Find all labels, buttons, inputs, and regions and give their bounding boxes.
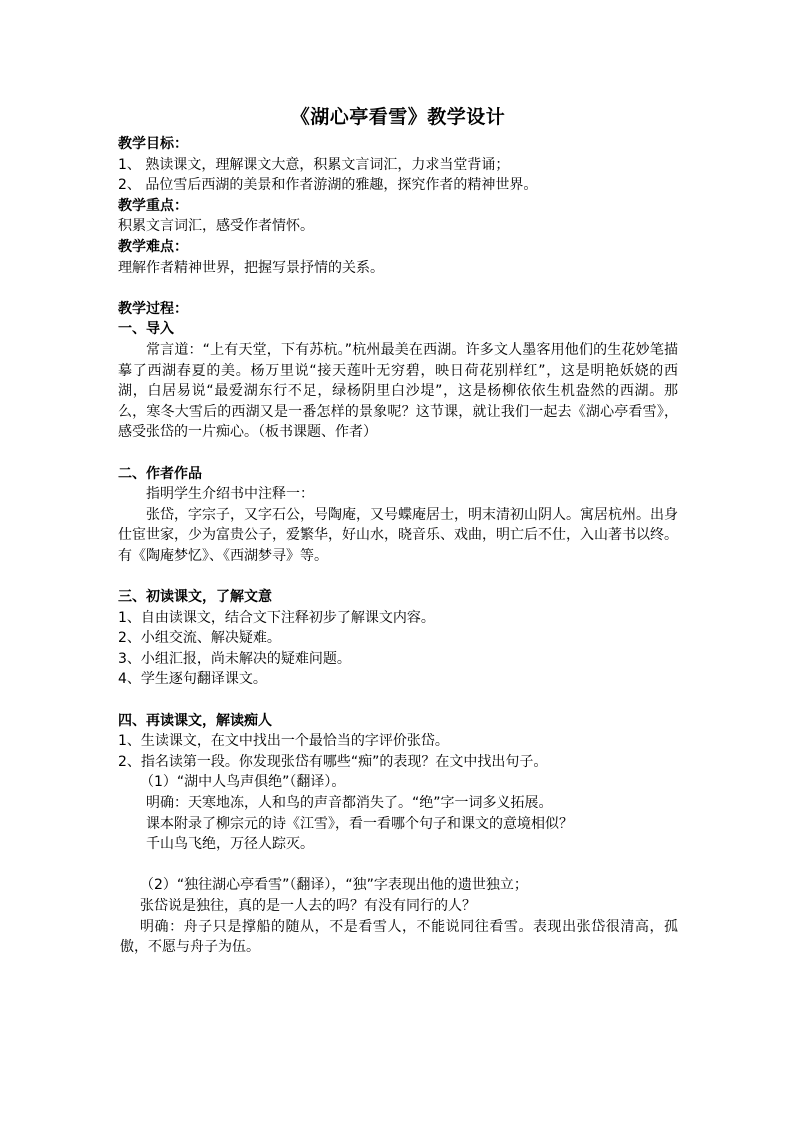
section-4-question-1: （1）“湖中人鸟声俱绝”（翻译）。 xyxy=(140,774,346,791)
section-4-heading: 四、再读课文，解读痴人 xyxy=(118,712,272,729)
section-4-item-1: 1、生读课文，在文中找出一个最恰当的字评价张岱。 xyxy=(118,733,449,750)
key-points-text: 积累文言词汇，感受作者情怀。 xyxy=(118,218,314,235)
section-4-answer-2: 明确：舟子只是撑船的随从，不是看雪人，不能说同往看雪。表现出张岱很清高，孤傲，不愿与舟子为伍。 xyxy=(120,918,678,956)
section-2-paragraph: 张岱，字宗子，又字石公，号陶庵，又号蝶庵居士，明末清初山阴人。寓居杭州。出身仕宦世家，少为富贵公子，爱繁华，好山水，晓音乐、戏曲，明亡后不仕，入山著书以终。有《陶庵梦忆》、《西湖梦寻》等。 xyxy=(118,506,678,564)
section-3-item-4: 4、学生逐句翻译课文。 xyxy=(118,671,267,688)
section-3-item-1: 1、自由读课文，结合文下注释初步了解课文内容。 xyxy=(118,609,435,626)
section-4-answer-1: 明确：天寒地冻，人和鸟的声音都消失了。“绝”字一词多义拓展。 xyxy=(146,795,553,811)
section-4-answer-1-extension: 课本附录了柳宗元的诗《江雪》，看一看哪个句子和课文的意境相似？ xyxy=(146,815,573,832)
difficulties-heading: 教学难点： xyxy=(118,238,188,255)
section-1-paragraph: 常言道：“上有天堂，下有苏杭。”杭州最美在西湖。许多文人墨客用他们的生花妙笔描摹了西湖春夏的美。杨万里说“接天莲叶无穷碧，映日荷花别样红”，这是明艳妖娆的西湖，白居易说“最爱湖东行不足，绿杨阴里白沙堤”，这是杨柳依依生机盎然的西湖。那么，寒冬大雪后的西湖又是一番怎样的景象呢？这节课，就让我们一起去《湖心亭看雪》，感受张岱的一片痴心。（板书课题、作者） xyxy=(118,341,678,441)
section-4-question-2-followup: 张岱说是独往，真的是一人去的吗？有没有同行的人？ xyxy=(140,897,476,914)
section-2-heading: 二、作者作品 xyxy=(118,465,202,482)
document-page xyxy=(118,102,678,958)
goal-item-1: 1、 熟读课文，理解课文大意，积累文言词汇，力求当堂背诵； xyxy=(118,156,510,173)
section-3-heading: 三、初读课文，了解文意 xyxy=(118,589,272,606)
difficulties-text: 理解作者精神世界，把握写景抒情的关系。 xyxy=(118,259,384,276)
section-2-intro: 指明学生介绍书中注释一： xyxy=(146,486,314,503)
process-heading: 教学过程： xyxy=(118,300,188,317)
section-4-answer-1-poem: 千山鸟飞绝，万径人踪灭。 xyxy=(146,836,314,853)
document-title: 《湖心亭看雪》教学设计 xyxy=(290,106,506,128)
section-4-item-2: 2、指名读第一段。你发现张岱有哪些“痴”的表现？在文中找出句子。 xyxy=(118,753,548,770)
goals-heading: 教学目标： xyxy=(118,136,188,152)
section-3-item-2: 2、小组交流、解决疑难。 xyxy=(118,630,281,647)
goal-item-2: 2、 品位雪后西湖的美景和作者游湖的雅趣，探究作者的精神世界。 xyxy=(118,177,538,194)
section-4-question-2: （2）“独往湖心亭看雪”（翻译），“独”字表现出他的遗世独立； xyxy=(140,877,528,894)
section-1-heading: 一、导入 xyxy=(118,321,174,338)
section-3-item-3: 3、小组汇报，尚未解决的疑难问题。 xyxy=(118,650,351,667)
key-points-heading: 教学重点： xyxy=(118,197,188,214)
